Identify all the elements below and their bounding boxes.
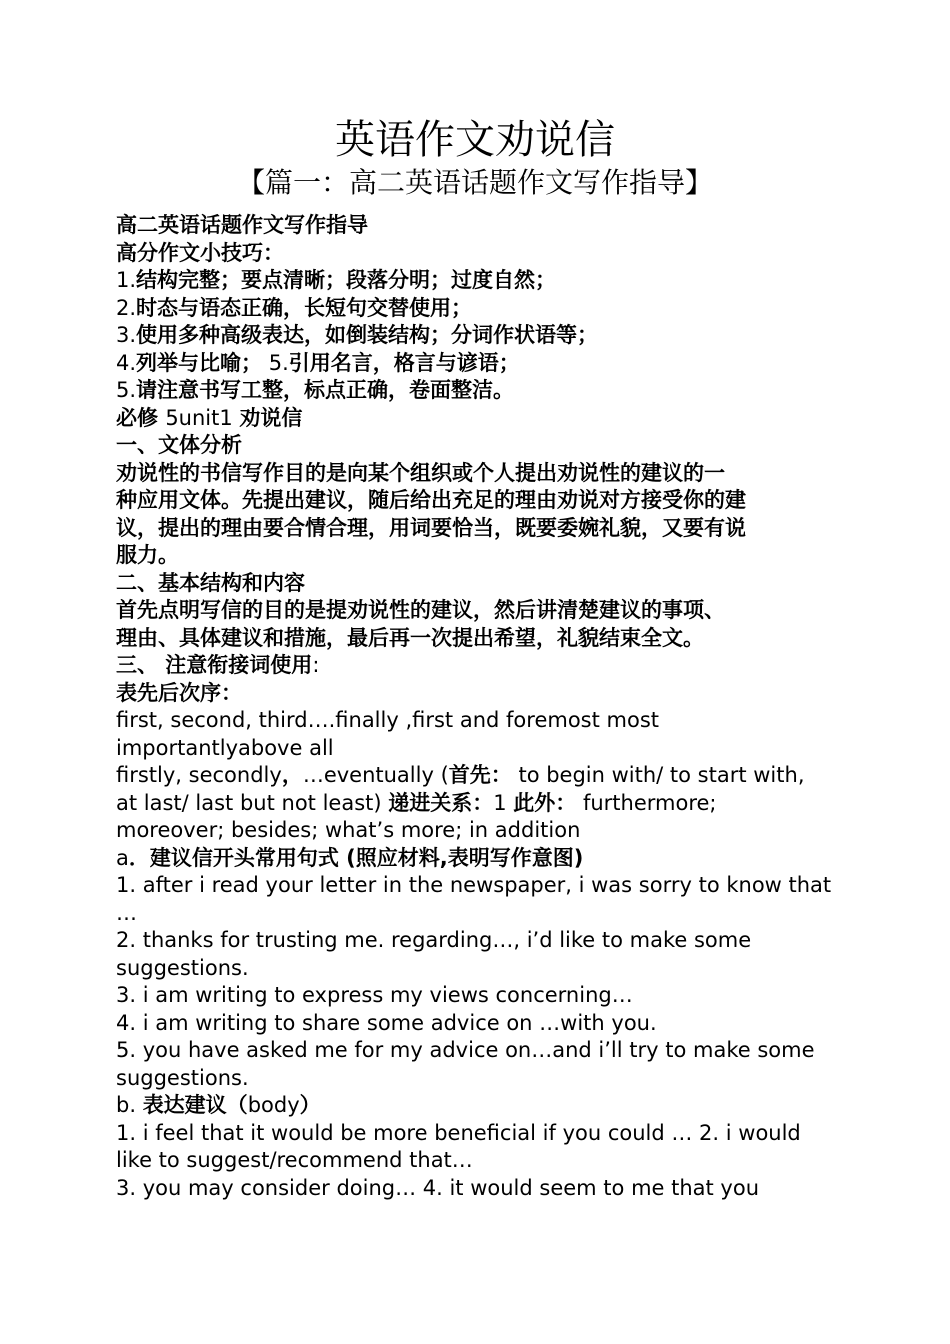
section-heading: 二、基本结构和内容: [116, 570, 305, 595]
paragraph-line: at last/ last but not least) 递进关系：1 此外： furthermore;: [116, 790, 717, 815]
example-line: 3. you may consider doing… 4. it would seem to me that you: [116, 1175, 760, 1200]
paragraph-line: moreover; besides; what’s more; in addition: [116, 818, 581, 842]
paragraph-line: 劝说性的书信写作目的是向某个组织或个人提出劝说性的建议的一: [116, 460, 725, 485]
paragraph-line: 首先点明写信的目的是提劝说性的建议，然后讲清楚建议的事项、: [116, 598, 725, 622]
section-line: 必修 5unit1 劝说信: [116, 405, 303, 430]
heading-line: 高分作文小技巧：: [116, 240, 284, 265]
example-line: 3. i am writing to express my views concerning…: [116, 983, 633, 1007]
document-subtitle: 【篇一：高二英语话题作文写作指导】: [236, 166, 713, 199]
example-line: 2. thanks for trusting me. regarding…, i’d like to make some: [116, 928, 752, 952]
paragraph-line: importantlyabove all: [116, 735, 334, 760]
example-line: 4. i am writing to share some advice on …with you.: [116, 1010, 657, 1035]
tip-line: 1.结构完整；要点清晰；段落分明；过度自然；: [116, 268, 557, 292]
section-heading: 一、文体分析: [116, 433, 242, 457]
example-line: like to suggest/recommend that…: [116, 1148, 473, 1172]
paragraph-line: 理由、具体建议和措施，最后再一次提出希望，礼貌结束全文。: [116, 625, 704, 650]
document-body: [116, 212, 840, 1202]
example-line: …: [116, 900, 137, 925]
paragraph-line: firstly, secondly，…eventually (首先： to begin with/ to start with,: [116, 763, 805, 787]
tip-line: 3.使用多种高级表达，如倒装结构；分词作状语等；: [116, 323, 599, 347]
subheading-line: a．建议信开头常用句式 (照应材料,表明写作意图): [116, 845, 584, 870]
subheading-line: 表先后次序：: [116, 680, 242, 705]
example-line: 1. i feel that it would be more beneficial if you could … 2. i would: [116, 1120, 801, 1145]
heading-line: 高二英语话题作文写作指导: [116, 213, 368, 237]
tip-line: 2.时态与语态正确，长短句交替使用；: [116, 295, 473, 320]
example-line: 5. you have asked me for my advice on…and i’ll try to make some: [116, 1038, 815, 1062]
paragraph-line: 议，提出的理由要合情合理，用词要恰当，既要委婉礼貌，又要有说: [116, 515, 746, 540]
section-heading: 三、 注意衔接词使用:: [116, 653, 320, 677]
paragraph-line: 种应用文体。先提出建议，随后给出充足的理由劝说对方接受你的建: [116, 488, 746, 512]
tip-line: 5.请注意书写工整，标点正确，卷面整洁。: [116, 378, 515, 402]
subheading-line: b. 表达建议（body）: [116, 1093, 321, 1117]
example-line: suggestions.: [116, 955, 249, 980]
document-title: 英语作文劝说信: [335, 117, 615, 163]
example-line: 1. after i read your letter in the newspaper, i was sorry to know that: [116, 873, 832, 897]
example-line: suggestions.: [116, 1065, 249, 1090]
tip-line: 4.列举与比喻； 5.引用名言，格言与谚语；: [116, 350, 520, 375]
paragraph-line: 服力。: [116, 543, 179, 567]
paragraph-line: first, second, third….finally ,first and foremost most: [116, 708, 659, 732]
